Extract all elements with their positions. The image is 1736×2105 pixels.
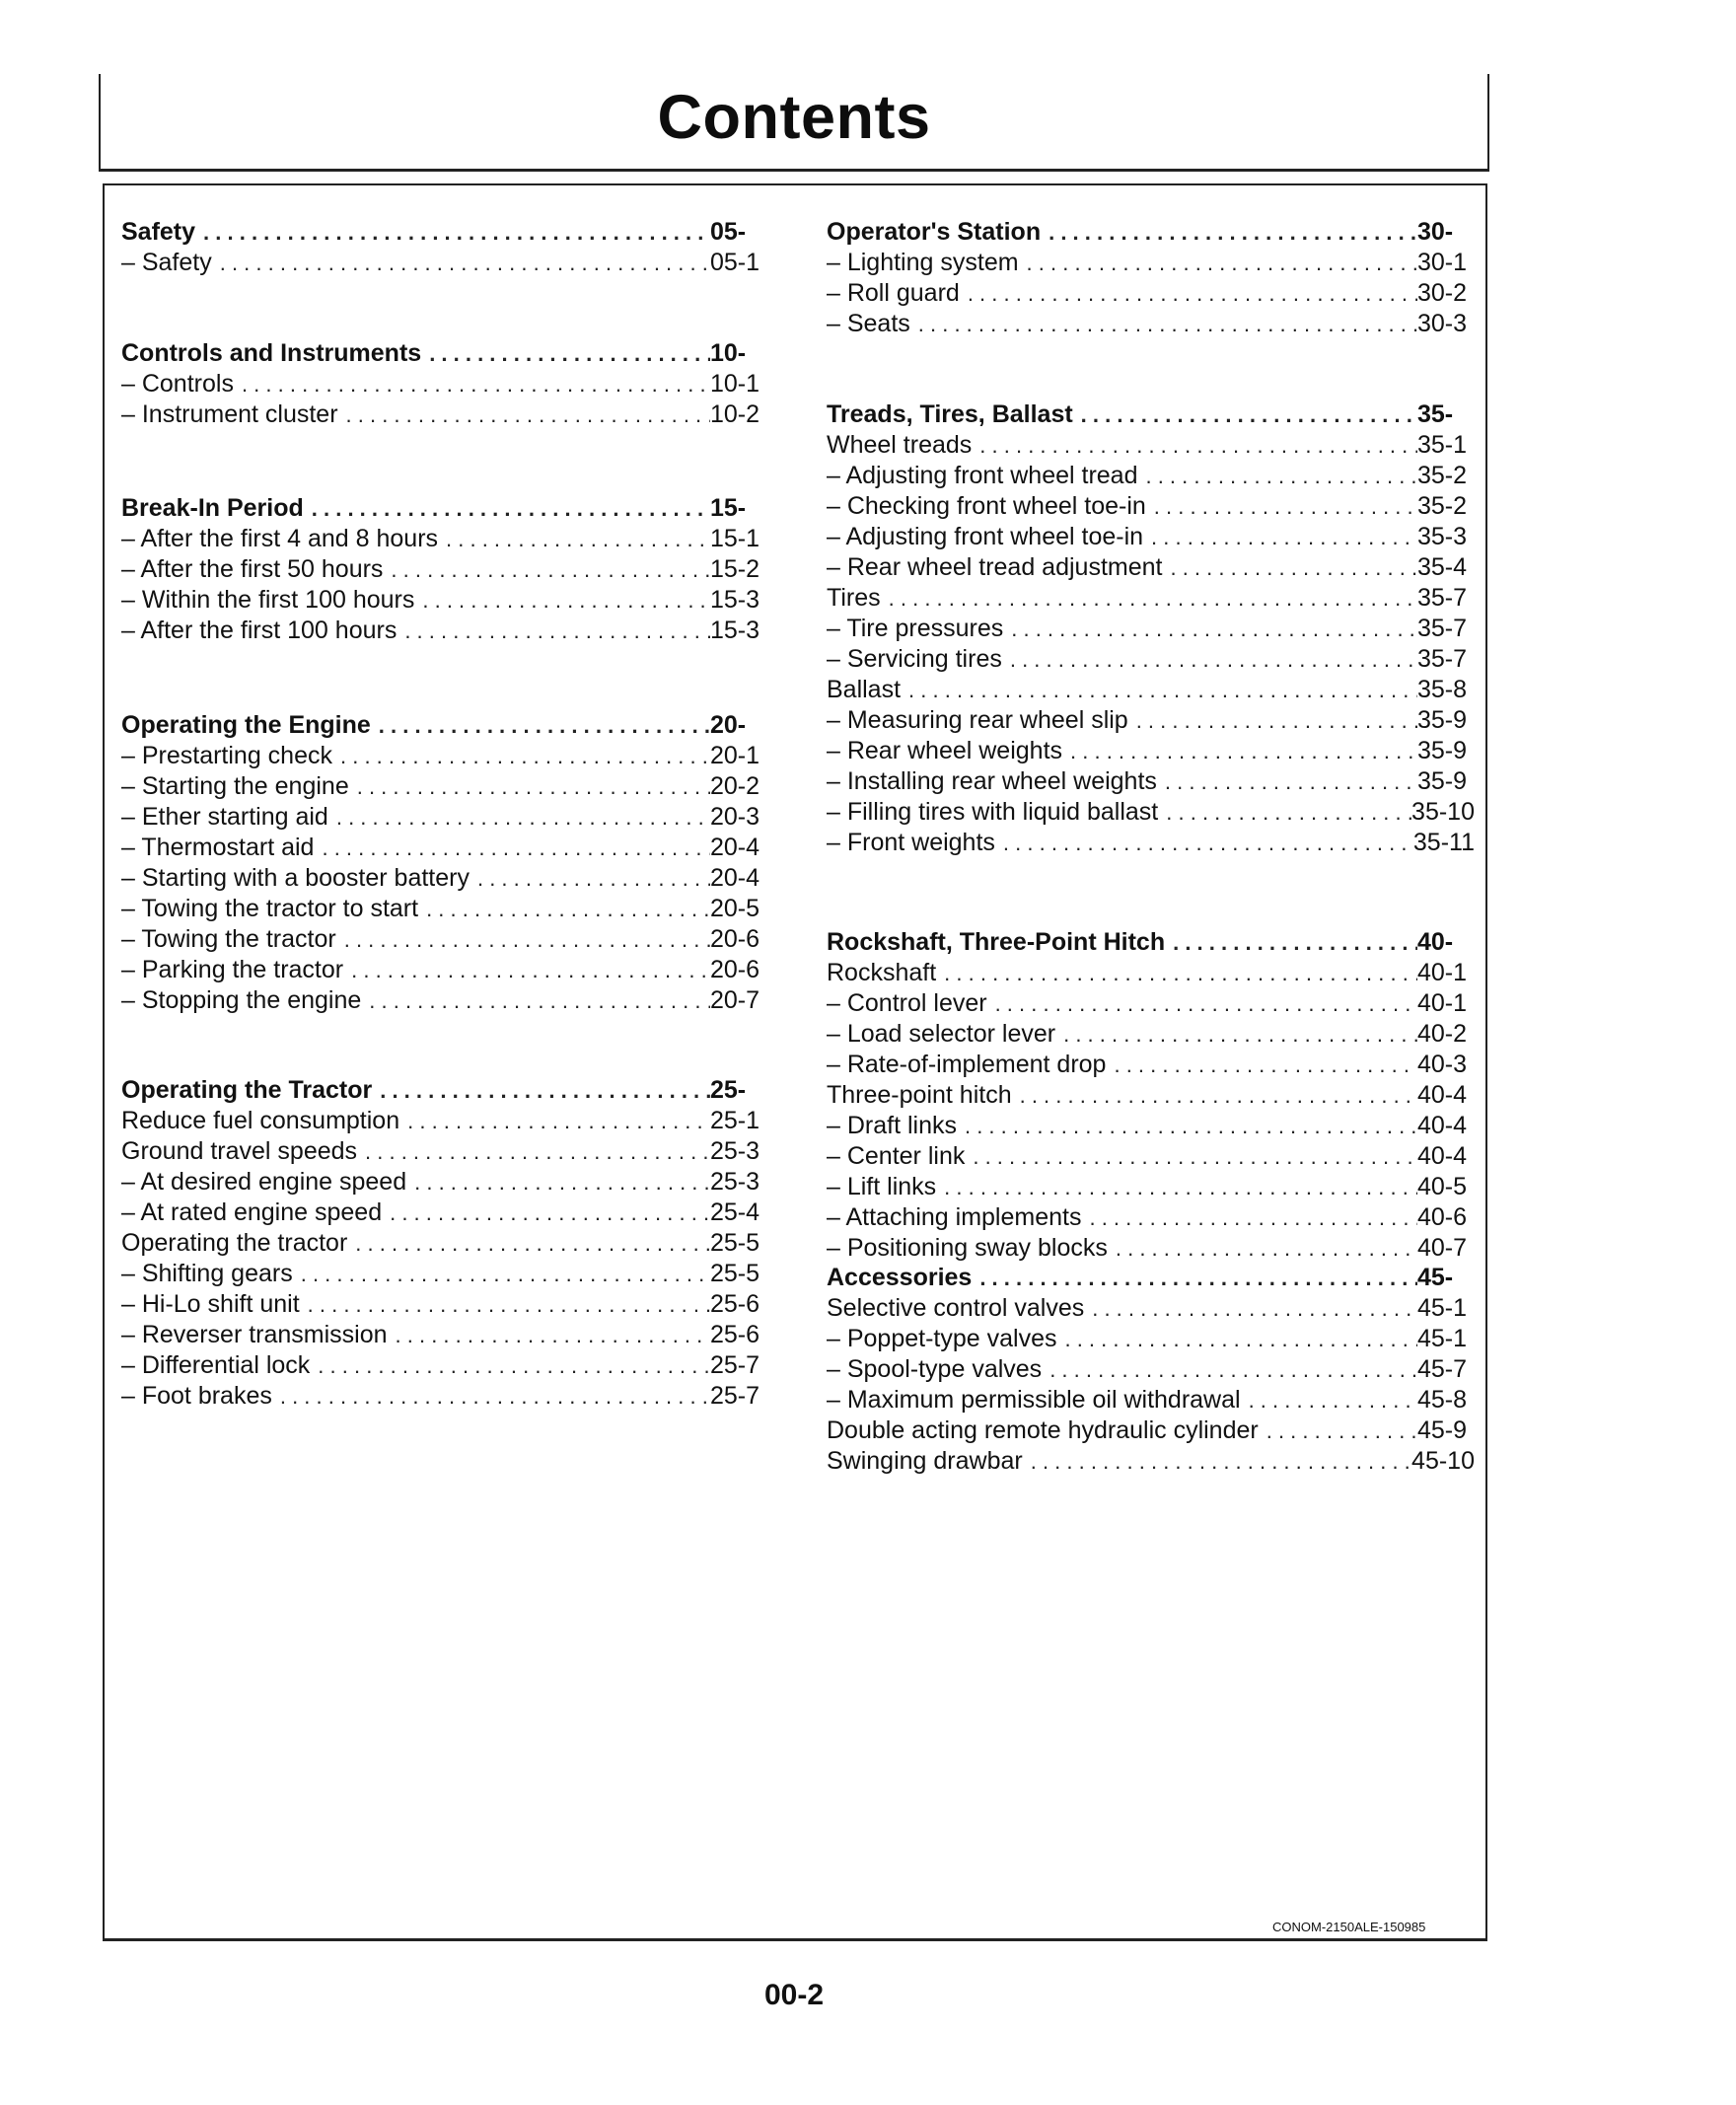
dot-leader bbox=[1108, 1233, 1417, 1264]
toc-entry-page: 45-10 bbox=[1411, 1447, 1475, 1475]
dot-leader bbox=[332, 741, 710, 771]
toc-entry-page: 45-7 bbox=[1417, 1355, 1468, 1383]
toc-entry bbox=[121, 863, 767, 894]
toc-entry-page: 25-5 bbox=[710, 1229, 760, 1257]
toc-entry bbox=[827, 491, 1475, 522]
toc-entry bbox=[827, 705, 1475, 736]
toc-entry-page: 40-4 bbox=[1417, 1081, 1468, 1109]
toc-entry-label: Ground travel speeds bbox=[121, 1137, 358, 1165]
toc-entry-label: – Poppet-type valves bbox=[827, 1325, 1057, 1352]
dot-leader bbox=[1062, 736, 1417, 766]
toc-entry-page: 40-2 bbox=[1417, 1020, 1468, 1048]
toc-entry-page: 35-7 bbox=[1417, 645, 1468, 673]
dot-leader bbox=[1143, 522, 1417, 552]
toc-entry bbox=[827, 1141, 1475, 1172]
toc-entry-page: 20-6 bbox=[710, 956, 760, 983]
toc-entry bbox=[121, 248, 767, 278]
toc-entry-label: – Positioning sway blocks bbox=[827, 1234, 1108, 1262]
dot-leader bbox=[1023, 1446, 1411, 1477]
toc-entry-label: – Differential lock bbox=[121, 1351, 311, 1379]
toc-entry-page: 10-1 bbox=[710, 370, 760, 398]
toc-entry-page: 20-2 bbox=[710, 772, 760, 800]
toc-entry-label: – Checking front wheel toe-in bbox=[827, 492, 1146, 520]
toc-entry-page: 35-8 bbox=[1417, 676, 1468, 703]
toc-entry bbox=[827, 988, 1475, 1019]
toc-entry-page: 45-1 bbox=[1417, 1325, 1468, 1352]
toc-entry-label: – Lighting system bbox=[827, 249, 1019, 276]
toc-entry-page: 35-2 bbox=[1417, 492, 1468, 520]
toc-entry bbox=[121, 554, 767, 585]
toc-section bbox=[827, 1263, 1475, 1477]
dot-leader bbox=[421, 338, 710, 369]
toc-entry-label: – Rear wheel weights bbox=[827, 737, 1063, 764]
dot-leader bbox=[338, 399, 710, 430]
toc-entry-page: 30-3 bbox=[1417, 310, 1468, 337]
toc-entry bbox=[827, 1050, 1475, 1080]
toc-entry-page: 20-7 bbox=[710, 986, 760, 1014]
toc-entry bbox=[827, 522, 1475, 552]
toc-entry-label: – Thermostart aid bbox=[121, 834, 315, 861]
toc-entry-label: – At rated engine speed bbox=[121, 1198, 383, 1226]
toc-entry-page: 40-1 bbox=[1417, 989, 1468, 1017]
dot-leader bbox=[343, 955, 710, 985]
toc-entry-label: – Starting the engine bbox=[121, 772, 349, 800]
toc-entry-label: Operating the Tractor bbox=[121, 1076, 373, 1104]
dot-leader bbox=[397, 616, 710, 646]
dot-leader bbox=[1165, 927, 1417, 958]
dot-leader bbox=[1012, 1080, 1417, 1111]
toc-entry-label: – Ether starting aid bbox=[121, 803, 328, 831]
toc-entry-label: Treads, Tires, Ballast bbox=[827, 400, 1073, 428]
toc-entry-page: 35-11 bbox=[1412, 829, 1475, 856]
toc-section bbox=[121, 710, 767, 1016]
dot-leader bbox=[957, 1111, 1417, 1141]
toc-entry bbox=[827, 552, 1475, 583]
dot-leader bbox=[234, 369, 710, 399]
toc-entry bbox=[827, 766, 1475, 797]
toc-entry bbox=[827, 278, 1475, 309]
dot-leader bbox=[399, 1106, 710, 1136]
toc-entry bbox=[827, 430, 1475, 461]
dot-leader bbox=[470, 863, 710, 894]
toc-entry bbox=[827, 1324, 1475, 1354]
header-box bbox=[99, 74, 1489, 172]
toc-entry-label: – After the first 50 hours bbox=[121, 555, 384, 583]
toc-entry bbox=[827, 1202, 1475, 1233]
toc-entry bbox=[827, 675, 1475, 705]
toc-entry-label: – Stopping the engine bbox=[121, 986, 362, 1014]
toc-entry bbox=[121, 985, 767, 1016]
toc-entry-page: 35- bbox=[1417, 400, 1454, 428]
toc-entry-label: – Prestarting check bbox=[121, 742, 332, 769]
toc-entry-page: 40- bbox=[1417, 928, 1454, 956]
dot-leader bbox=[304, 493, 710, 524]
toc-entry bbox=[121, 524, 767, 554]
dot-leader bbox=[272, 1381, 710, 1412]
toc-section bbox=[121, 338, 767, 430]
dot-leader bbox=[1162, 552, 1417, 583]
toc-entry-page: 35-2 bbox=[1417, 462, 1468, 489]
toc-entry-label: Selective control valves bbox=[827, 1294, 1085, 1322]
toc-entry-label: Safety bbox=[121, 218, 196, 246]
dot-leader bbox=[1042, 1354, 1417, 1385]
dot-leader bbox=[328, 802, 710, 833]
dot-leader bbox=[881, 583, 1417, 614]
toc-entry bbox=[827, 644, 1475, 675]
toc-entry bbox=[827, 248, 1475, 278]
toc-section bbox=[827, 217, 1475, 339]
toc-entry-label: Operating the tractor bbox=[121, 1229, 348, 1257]
toc-entry-page: 30-1 bbox=[1417, 249, 1468, 276]
toc-entry bbox=[121, 1136, 767, 1167]
dot-leader bbox=[910, 309, 1417, 339]
toc-entry bbox=[121, 1198, 767, 1228]
toc-entry bbox=[121, 802, 767, 833]
dot-leader bbox=[310, 1350, 710, 1381]
toc-entry-label: Operator's Station bbox=[827, 218, 1042, 246]
toc-entry-label: Operating the Engine bbox=[121, 711, 371, 739]
toc-section-heading bbox=[121, 493, 767, 524]
dot-leader bbox=[1002, 644, 1417, 675]
toc-entry-label: – Adjusting front wheel toe-in bbox=[827, 523, 1144, 550]
toc-entry-page: 30-2 bbox=[1417, 279, 1468, 307]
toc-entry-label: Break-In Period bbox=[121, 494, 304, 522]
dot-leader bbox=[1055, 1019, 1417, 1050]
toc-entry-page: 15-1 bbox=[710, 525, 760, 552]
dot-leader bbox=[414, 585, 710, 616]
dot-leader bbox=[293, 1259, 710, 1289]
toc-entry-label: – After the first 4 and 8 hours bbox=[121, 525, 439, 552]
dot-leader bbox=[960, 278, 1417, 309]
toc-entry-page: 05- bbox=[710, 218, 747, 246]
toc-entry-label: – Front weights bbox=[827, 829, 995, 856]
toc-entry-page: 40-5 bbox=[1417, 1173, 1468, 1200]
toc-entry-page: 25-6 bbox=[710, 1321, 760, 1348]
dot-leader bbox=[901, 675, 1417, 705]
dot-leader bbox=[972, 430, 1417, 461]
dot-leader bbox=[1106, 1050, 1417, 1080]
toc-entry bbox=[121, 833, 767, 863]
toc-entry-page: 20- bbox=[710, 711, 747, 739]
dot-leader bbox=[1128, 705, 1417, 736]
dot-leader bbox=[212, 248, 710, 278]
toc-entry-page: 25-7 bbox=[710, 1351, 760, 1379]
toc-entry-label: – Load selector lever bbox=[827, 1020, 1056, 1048]
dot-leader bbox=[438, 524, 710, 554]
toc-entry-label: – Draft links bbox=[827, 1112, 957, 1139]
toc-entry bbox=[121, 1106, 767, 1136]
toc-entry-label: – Center link bbox=[827, 1142, 966, 1170]
toc-entry-label: – Spool-type valves bbox=[827, 1355, 1043, 1383]
toc-entry-label: Controls and Instruments bbox=[121, 339, 422, 367]
toc-entry-label: – Measuring rear wheel slip bbox=[827, 706, 1128, 734]
toc-entry-label: – Tire pressures bbox=[827, 615, 1004, 642]
toc-entry-label: – Maximum permissible oil withdrawal bbox=[827, 1386, 1241, 1414]
dot-leader bbox=[372, 1075, 710, 1106]
toc-entry-page: 35-9 bbox=[1417, 706, 1468, 734]
toc-entry-page: 45-8 bbox=[1417, 1386, 1468, 1414]
toc-entry bbox=[827, 1172, 1475, 1202]
toc-entry-page: 40-1 bbox=[1417, 959, 1468, 986]
toc-entry-label: – Instrument cluster bbox=[121, 400, 338, 428]
dot-leader bbox=[1056, 1324, 1417, 1354]
toc-section bbox=[827, 399, 1475, 858]
toc-entry-label: – Parking the tractor bbox=[121, 956, 344, 983]
toc-entry-page: 35-1 bbox=[1417, 431, 1468, 459]
toc-entry-page: 15- bbox=[710, 494, 747, 522]
dot-leader bbox=[936, 1172, 1417, 1202]
document-code: CONOM-2150ALE-150985 bbox=[1272, 1920, 1426, 1934]
toc-entry bbox=[121, 741, 767, 771]
toc-section bbox=[121, 217, 767, 278]
toc-entry-label: – Shifting gears bbox=[121, 1260, 293, 1287]
toc-entry-label: – Reverser transmission bbox=[121, 1321, 388, 1348]
toc-entry-page: 25-5 bbox=[710, 1260, 760, 1287]
toc-entry bbox=[121, 955, 767, 985]
dot-leader bbox=[1073, 399, 1417, 430]
dot-leader bbox=[300, 1289, 710, 1320]
toc-entry bbox=[121, 894, 767, 924]
toc-entry-page: 20-6 bbox=[710, 925, 760, 953]
toc-section-heading bbox=[121, 338, 767, 369]
toc-entry bbox=[827, 1111, 1475, 1141]
toc-entry-page: 45- bbox=[1417, 1264, 1454, 1291]
toc-entry bbox=[121, 399, 767, 430]
toc-entry bbox=[827, 1080, 1475, 1111]
toc-entry-label: – Towing the tractor to start bbox=[121, 895, 419, 922]
toc-entry-page: 45-9 bbox=[1417, 1416, 1468, 1444]
toc-entry-page: 20-3 bbox=[710, 803, 760, 831]
toc-entry-page: 25-1 bbox=[710, 1107, 760, 1134]
toc-entry-label: – Starting with a booster battery bbox=[121, 864, 470, 892]
toc-entry bbox=[827, 309, 1475, 339]
dot-leader bbox=[361, 985, 710, 1016]
toc-entry-page: 20-4 bbox=[710, 834, 760, 861]
toc-entry-label: – Rear wheel tread adjustment bbox=[827, 553, 1163, 581]
toc-entry-label: Rockshaft, Three-Point Hitch bbox=[827, 928, 1166, 956]
toc-entry-page: 25-4 bbox=[710, 1198, 760, 1226]
toc-entry-label: – Lift links bbox=[827, 1173, 937, 1200]
toc-entry-page: 30- bbox=[1417, 218, 1454, 246]
toc-entry-label: – Servicing tires bbox=[827, 645, 1002, 673]
toc-section-heading bbox=[827, 927, 1475, 958]
dot-leader bbox=[936, 958, 1417, 988]
toc-entry-page: 35-7 bbox=[1417, 584, 1468, 612]
toc-entry bbox=[827, 797, 1475, 828]
toc-entry-label: – Adjusting front wheel tread bbox=[827, 462, 1138, 489]
toc-entry bbox=[121, 1381, 767, 1412]
dot-leader bbox=[1081, 1202, 1417, 1233]
dot-leader bbox=[1137, 461, 1417, 491]
dot-leader bbox=[1158, 797, 1411, 828]
toc-entry-label: – Rate-of-implement drop bbox=[827, 1051, 1107, 1078]
dot-leader bbox=[357, 1136, 710, 1167]
dot-leader bbox=[1157, 766, 1417, 797]
toc-entry-label: Three-point hitch bbox=[827, 1081, 1012, 1109]
toc-entry bbox=[827, 583, 1475, 614]
dot-leader bbox=[195, 217, 710, 248]
dot-leader bbox=[1003, 614, 1417, 644]
toc-entry-page: 20-1 bbox=[710, 742, 760, 769]
dot-leader bbox=[1084, 1293, 1417, 1324]
toc-section bbox=[827, 927, 1475, 1264]
dot-leader bbox=[995, 828, 1413, 858]
toc-entry-label: – Foot brakes bbox=[121, 1382, 272, 1410]
dot-leader bbox=[347, 1228, 710, 1259]
dot-leader bbox=[388, 1320, 710, 1350]
toc-entry-label: Double acting remote hydraulic cylinder bbox=[827, 1416, 1259, 1444]
toc-entry-label: – At desired engine speed bbox=[121, 1168, 407, 1196]
toc-entry bbox=[121, 1259, 767, 1289]
toc-entry bbox=[121, 771, 767, 802]
toc-entry-label: Wheel treads bbox=[827, 431, 973, 459]
toc-entry-page: 25- bbox=[710, 1076, 747, 1104]
toc-entry-page: 35-10 bbox=[1411, 798, 1475, 826]
toc-entry bbox=[121, 585, 767, 616]
toc-entry bbox=[121, 1350, 767, 1381]
toc-entry-page: 20-5 bbox=[710, 895, 760, 922]
toc-entry-label: – Safety bbox=[121, 249, 212, 276]
toc-entry-page: 40-6 bbox=[1417, 1203, 1468, 1231]
dot-leader bbox=[314, 833, 710, 863]
toc-entry-page: 25-3 bbox=[710, 1168, 760, 1196]
toc-entry bbox=[827, 1415, 1475, 1446]
toc-entry-page: 35-9 bbox=[1417, 737, 1468, 764]
toc-entry-page: 35-7 bbox=[1417, 615, 1468, 642]
toc-entry-page: 35-9 bbox=[1417, 767, 1468, 795]
page-title: Contents bbox=[657, 83, 931, 152]
toc-section-heading bbox=[827, 1263, 1475, 1293]
toc-entry-label: Accessories bbox=[827, 1264, 973, 1291]
page-number: 00-2 bbox=[763, 1979, 825, 2011]
toc-section-heading bbox=[121, 1075, 767, 1106]
toc-entry-page: 05-1 bbox=[710, 249, 760, 276]
dot-leader bbox=[972, 1263, 1417, 1293]
toc-entry-page: 40-3 bbox=[1417, 1051, 1468, 1078]
toc-entry-label: – Roll guard bbox=[827, 279, 960, 307]
dot-leader bbox=[1259, 1415, 1417, 1446]
toc-section-heading bbox=[827, 399, 1475, 430]
dot-leader bbox=[1146, 491, 1417, 522]
toc-entry-page: 25-3 bbox=[710, 1137, 760, 1165]
toc-entry bbox=[121, 369, 767, 399]
toc-entry-page: 40-4 bbox=[1417, 1142, 1468, 1170]
toc-entry-page: 10-2 bbox=[710, 400, 760, 428]
toc-entry bbox=[827, 1354, 1475, 1385]
toc-entry-label: Swinging drawbar bbox=[827, 1447, 1023, 1475]
dot-leader bbox=[965, 1141, 1417, 1172]
dot-leader bbox=[382, 1198, 710, 1228]
dot-leader bbox=[1019, 248, 1417, 278]
dot-leader bbox=[1041, 217, 1417, 248]
toc-entry-label: Tires bbox=[827, 584, 881, 612]
toc-entry-label: – Control lever bbox=[827, 989, 987, 1017]
toc-entry bbox=[827, 958, 1475, 988]
toc-entry bbox=[121, 924, 767, 955]
toc-entry bbox=[827, 461, 1475, 491]
toc-entry bbox=[827, 1385, 1475, 1415]
toc-entry-label: – Towing the tractor bbox=[121, 925, 336, 953]
toc-entry-label: – After the first 100 hours bbox=[121, 617, 398, 644]
dot-leader bbox=[987, 988, 1417, 1019]
toc-entry bbox=[121, 1228, 767, 1259]
toc-entry-page: 10- bbox=[710, 339, 747, 367]
toc-entry bbox=[827, 828, 1475, 858]
toc-entry bbox=[827, 1233, 1475, 1264]
toc-entry-label: – Installing rear wheel weights bbox=[827, 767, 1157, 795]
toc-entry-page: 15-3 bbox=[710, 586, 760, 614]
toc-entry-label: – Hi-Lo shift unit bbox=[121, 1290, 300, 1318]
toc-section bbox=[121, 493, 767, 646]
toc-entry-page: 15-3 bbox=[710, 617, 760, 644]
toc-entry bbox=[827, 1446, 1475, 1477]
toc-entry-label: – Controls bbox=[121, 370, 234, 398]
toc-entry bbox=[827, 736, 1475, 766]
toc-entry-page: 40-7 bbox=[1417, 1234, 1468, 1262]
toc-entry-page: 35-4 bbox=[1417, 553, 1468, 581]
toc-entry bbox=[121, 1289, 767, 1320]
toc-entry-page: 45-1 bbox=[1417, 1294, 1468, 1322]
toc-entry-label: – Seats bbox=[827, 310, 910, 337]
toc-entry-label: Rockshaft bbox=[827, 959, 937, 986]
dot-leader bbox=[383, 554, 710, 585]
dot-leader bbox=[1241, 1385, 1417, 1415]
dot-leader bbox=[349, 771, 710, 802]
toc-entry-page: 40-4 bbox=[1417, 1112, 1468, 1139]
toc-entry-label: – Within the first 100 hours bbox=[121, 586, 415, 614]
dot-leader bbox=[336, 924, 710, 955]
toc-entry-page: 25-6 bbox=[710, 1290, 760, 1318]
toc-entry-label: – Attaching implements bbox=[827, 1203, 1082, 1231]
toc-section-heading bbox=[827, 217, 1475, 248]
toc-entry bbox=[121, 616, 767, 646]
toc-entry-label: – Filling tires with liquid ballast bbox=[827, 798, 1159, 826]
toc-entry-page: 35-3 bbox=[1417, 523, 1468, 550]
toc-entry bbox=[121, 1167, 767, 1198]
toc-entry bbox=[827, 614, 1475, 644]
toc-entry-page: 25-7 bbox=[710, 1382, 760, 1410]
dot-leader bbox=[418, 894, 710, 924]
toc-entry-label: Reduce fuel consumption bbox=[121, 1107, 400, 1134]
dot-leader bbox=[371, 710, 710, 741]
toc-entry-label: Ballast bbox=[827, 676, 902, 703]
toc-section-heading bbox=[121, 710, 767, 741]
dot-leader bbox=[406, 1167, 710, 1198]
toc-entry-page: 20-4 bbox=[710, 864, 760, 892]
toc-section bbox=[121, 1075, 767, 1412]
toc-entry-page: 15-2 bbox=[710, 555, 760, 583]
toc-section-heading bbox=[121, 217, 767, 248]
toc-entry bbox=[121, 1320, 767, 1350]
toc-entry bbox=[827, 1293, 1475, 1324]
toc-entry bbox=[827, 1019, 1475, 1050]
